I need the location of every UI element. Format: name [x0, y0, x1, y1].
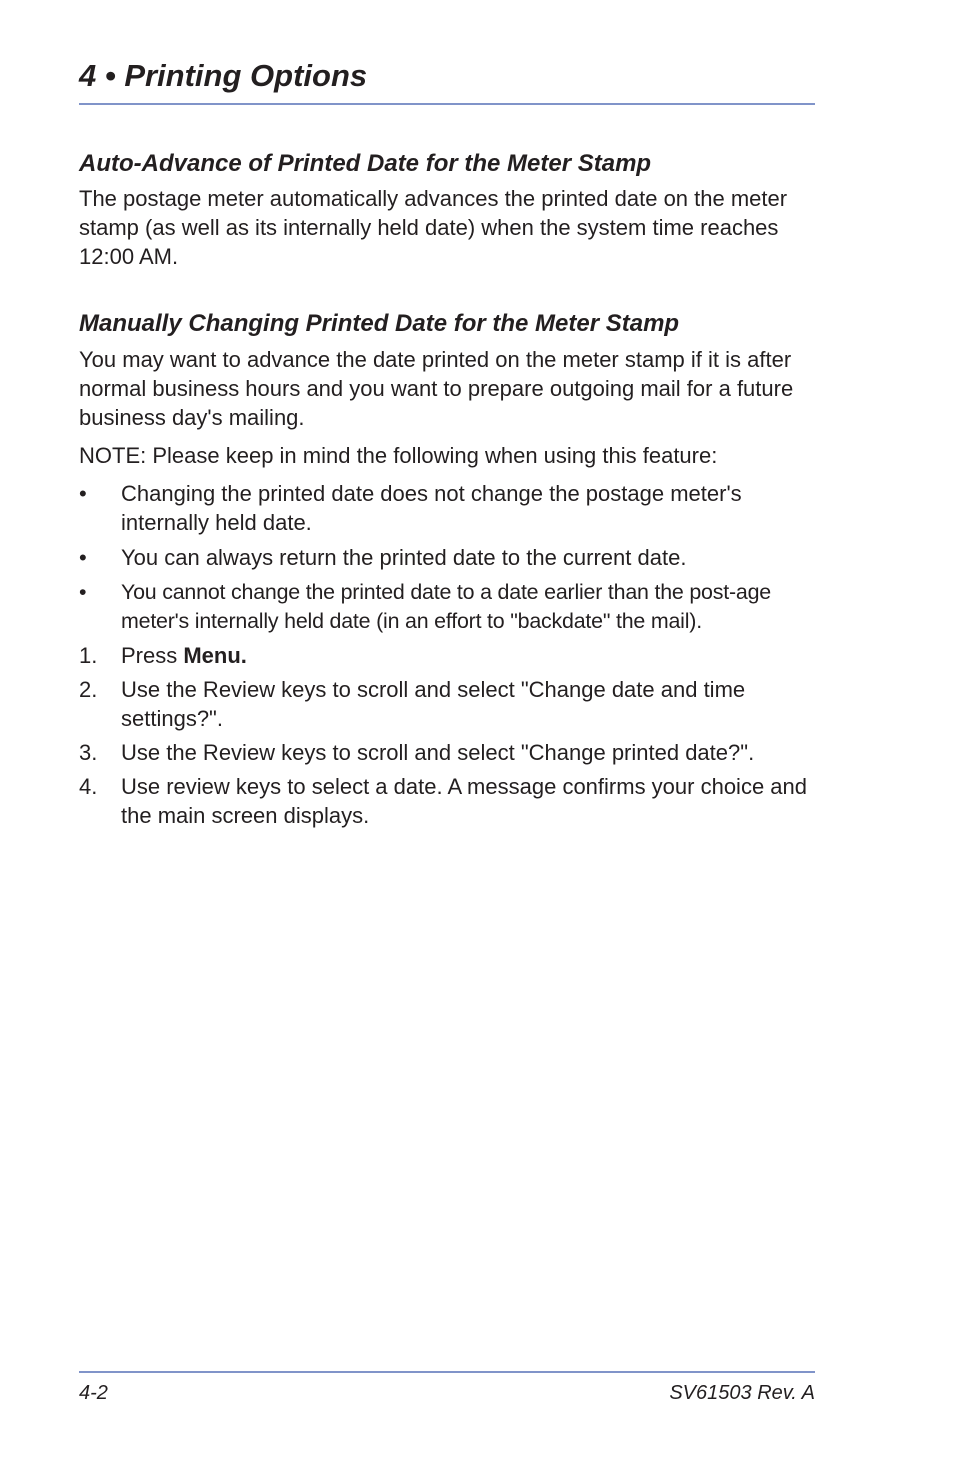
step-item — [79, 738, 819, 767]
step-number: 3. — [79, 740, 98, 765]
step-text: Use review keys to select a date. A message confirms your choice and the main screen displays. — [121, 774, 807, 828]
list-item-text: You cannot change the printed date to a date earlier than the post-age meter's internally held date (in an effort to "backdate" the mail). — [121, 580, 772, 633]
document-id: SV61503 Rev. A — [669, 1382, 815, 1404]
bullet-marker: • — [79, 580, 87, 604]
step-number: 1. — [79, 643, 98, 668]
section-paragraph: The postage meter automatically advances the printed date on the meter stamp (as well as its internally held date) when the system time reaches 12:00 AM. — [79, 186, 788, 269]
note-text: NOTE: Please keep in mind the following when using this feature: — [79, 443, 718, 468]
list-item — [79, 479, 819, 537]
step-item — [79, 641, 819, 670]
section-heading: Auto-Advance of Printed Date for the Meter Stamp — [79, 150, 652, 177]
step-number: 4. — [79, 774, 98, 799]
page-number: 4-2 — [79, 1382, 108, 1404]
page-content — [79, 144, 819, 830]
step-text: Use the Review keys to scroll and select "Change date and time settings?". — [121, 677, 746, 731]
header-divider — [79, 103, 815, 105]
bullet-marker: • — [79, 545, 87, 570]
list-item — [79, 543, 819, 572]
numbered-steps — [79, 641, 819, 830]
step-item — [79, 675, 819, 733]
list-item — [79, 578, 819, 636]
step-text: Use the Review keys to scroll and select "Change printed date?". — [121, 740, 755, 765]
step-text: Press — [121, 643, 184, 668]
chapter-title: 4 • Printing Options — [79, 58, 368, 93]
menu-key-label: Menu. — [183, 643, 247, 668]
step-item — [79, 772, 819, 830]
step-number: 2. — [79, 677, 98, 702]
footer-divider — [79, 1371, 815, 1373]
section-auto-advance — [79, 147, 819, 271]
list-item-text: Changing the printed date does not change the postage meter's internally held date. — [121, 481, 742, 535]
bullet-list — [79, 479, 819, 636]
bullet-marker: • — [79, 481, 87, 506]
section-manual-change — [79, 307, 819, 830]
section-heading: Manually Changing Printed Date for the Meter Stamp — [79, 310, 680, 337]
section-paragraph: You may want to advance the date printed on the meter stamp if it is after normal business hours and you want to prepare outgoing mail for a future business day's mailing. — [79, 347, 794, 430]
list-item-text: You can always return the printed date to the current date. — [121, 545, 687, 570]
